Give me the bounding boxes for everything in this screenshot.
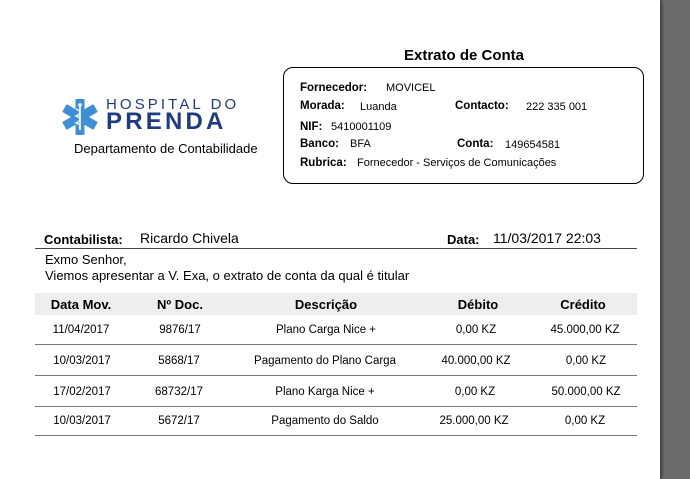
letter-greeting: Exmo Senhor, [45,252,127,267]
morada-value: Luanda [360,101,397,113]
morada-label: Morada: [300,100,345,112]
column-header-doc: Nº Doc. [157,297,203,312]
banco-value: BFA [350,138,371,150]
rubrica-value: Fornecedor - Serviços de Comunicações [357,157,557,169]
contabilista-value: Ricardo Chivela [140,230,239,246]
row-divider [35,344,637,345]
table-cell: 10/03/2017 [53,415,111,427]
table-cell: 5868/17 [158,355,200,367]
letter-body: Viemos apresentar a V. Exa, o extrato de conta da qual é titular [45,268,410,283]
nif-value: 5410001109 [331,121,392,133]
table-cell: 68732/17 [155,386,203,398]
document-title: Extrato de Conta [404,47,525,64]
table-cell: Pagamento do Saldo [271,415,379,427]
table-cell: 0,00 KZ [565,355,607,367]
table-cell: 17/02/2017 [53,386,111,398]
banco-label: Banco: [300,138,339,150]
column-header-debit: Débito [457,297,499,312]
column-header-date: Data Mov. [50,297,112,312]
table-cell: 9876/17 [159,324,201,336]
logo-text-line2: PRENDA [106,108,227,135]
table-cell: 0,00 KZ [564,415,606,427]
row-divider [35,406,637,407]
row-divider [35,435,637,436]
hospital-logo [60,97,260,137]
fornecedor-value: MOVICEL [386,82,436,94]
table-cell: Pagamento do Plano Carga [254,355,396,367]
table-cell: 11/04/2017 [52,324,110,336]
table-cell: 5672/17 [158,415,200,427]
table-cell: 25.000,00 KZ [439,415,509,427]
table-cell: 45.000,00 KZ [550,324,620,336]
table-cell: Plano Karga Nice + [275,386,375,398]
table-cell: 0,00 KZ [454,386,496,398]
column-header-credit: Crédito [560,297,606,312]
table-cell: 40.000,00 KZ [441,355,511,367]
rubrica-label: Rubrica: [300,157,347,169]
conta-value: 149654581 [505,139,561,151]
table-cell: 50.000,00 KZ [551,386,621,398]
row-divider [35,375,637,376]
header-divider [35,248,637,249]
date-value: 11/03/2017 22:03 [493,230,601,246]
table-cell: 0,00 KZ [455,324,497,336]
fornecedor-label: Fornecedor: [300,82,368,94]
logo-text-line1: HOSPITAL DO [106,96,240,113]
table-cell: 10/03/2017 [53,355,111,367]
conta-label: Conta: [457,138,494,150]
contacto-value: 222 335 001 [526,101,588,113]
star-of-life-icon [60,97,100,137]
date-label: Data: [447,232,480,247]
contacto-label: Contacto: [455,100,509,112]
department-name: Departamento de Contabilidade [74,141,258,156]
contabilista-label: Contabilista: [44,232,123,247]
table-cell: Plano Carga Nice + [275,324,377,336]
nif-label: NIF: [300,121,323,133]
column-header-description: Descrição [294,297,358,312]
